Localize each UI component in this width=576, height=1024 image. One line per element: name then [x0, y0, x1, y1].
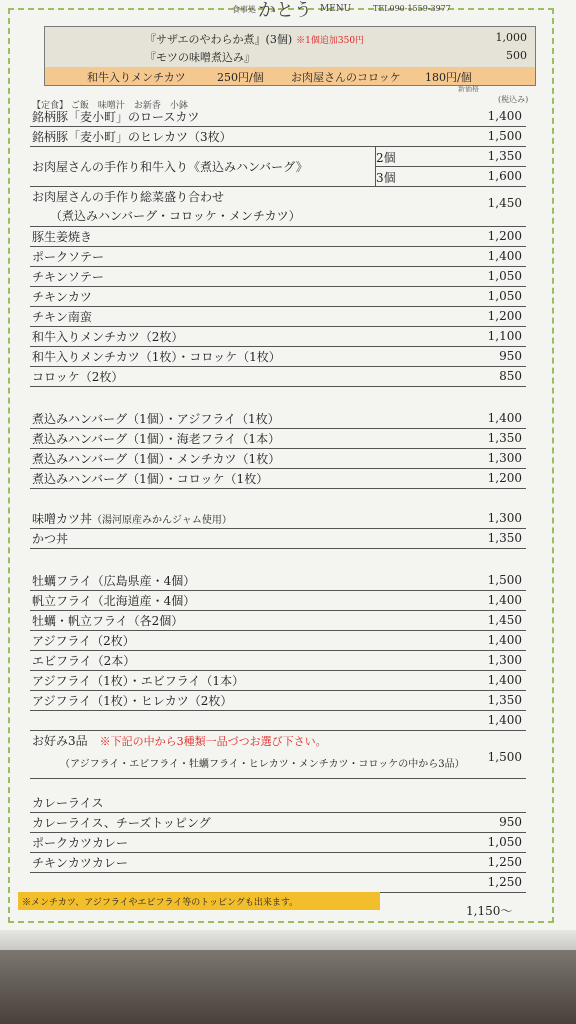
menu-item: 和牛入りメンチカツ（2枚） 1,100 — [30, 326, 526, 347]
menu-item: 牡蠣フライ（広島県産・4個） 1,500 — [30, 570, 526, 591]
special-band — [45, 67, 535, 85]
special-price-2: 500 — [506, 49, 527, 62]
special-item-2: 『モツの味噌煮込み』 — [145, 51, 255, 64]
special-item-3: 和牛入りメンチカツ — [87, 71, 186, 84]
shop-logo: かとう — [258, 0, 312, 21]
menu-variant: 2個 1,350 — [376, 146, 526, 167]
menu-item: 1,250 — [30, 872, 526, 893]
menu-item: 味噌カツ丼（湯河原産みかんジャム使用） 1,300 — [30, 508, 526, 529]
menu-item: 煮込みハンバーグ（1個）・コロッケ（1枚） 1,200 — [30, 468, 526, 489]
menu-item: 帆立フライ（北海道産・4個） 1,400 — [30, 590, 526, 611]
menu-item: カレーライス — [30, 792, 526, 813]
special-price-4: 180円/個 — [425, 71, 472, 84]
menu-item: かつ丼 1,350 — [30, 528, 526, 549]
menu-item: 1,400 — [30, 710, 526, 731]
special-price-3: 250円/個 — [217, 71, 264, 84]
phone-number: TEL090-1559-3977 — [373, 4, 451, 13]
menu-item: チキン南蛮 1,200 — [30, 306, 526, 327]
tax-included: (税込み) — [498, 95, 529, 104]
menu-item: カレーライス、チーズトッピング 950 — [30, 812, 526, 833]
menu-item: アジフライ（1枚）・エビフライ（1本） 1,400 — [30, 670, 526, 691]
new-price-note: 新価格 — [458, 85, 479, 93]
menu-item: チキンカツ 1,050 — [30, 286, 526, 307]
special-price-1: 1,000 — [495, 31, 527, 44]
menu-item: 煮込みハンバーグ（1個）・海老フライ（1本） 1,350 — [30, 428, 526, 449]
menu-item: 豚生姜焼き 1,200 — [30, 226, 526, 247]
menu-item: 銘柄豚「麦小町」のロースカツ 1,400 — [30, 106, 526, 127]
menu-item: 牡蠣・帆立フライ（各2個） 1,450 — [30, 610, 526, 631]
menu-item: 煮込みハンバーグ（1個）・アジフライ（1枚） 1,400 — [30, 408, 526, 429]
topping-note: ※メンチカツ、アジフライやエビフライ等のトッピングも出来ます。 — [18, 892, 380, 910]
shop-subtitle: 食事処 — [232, 5, 256, 14]
menu-item: エビフライ（2本） 1,300 — [30, 650, 526, 671]
plastic-edge — [0, 930, 576, 950]
special-box — [44, 26, 536, 86]
menu-variant: 3個 1,600 — [376, 166, 526, 187]
menu-item: お肉屋さんの手作り和牛入り《煮込みハンバーグ》 — [30, 146, 526, 187]
special-note: ※1個追加350円 — [296, 36, 365, 46]
special-item-4: お肉屋さんのコロッケ — [291, 71, 401, 84]
menu-item: ポークソテー 1,400 — [30, 246, 526, 267]
menu-item: 和牛入りメンチカツ（1枚）・コロッケ（1枚） 950 — [30, 346, 526, 367]
menu-item: チキンカツカレー 1,250 — [30, 852, 526, 873]
menu-item: アジフライ（1枚）・ヒレカツ（2枚） 1,350 — [30, 690, 526, 711]
menu-label: MENU — [320, 4, 352, 14]
teishoku-header: 【定食】 ご飯 味噌汁 お新香 小鉢 — [32, 101, 188, 111]
menu-item: 煮込みハンバーグ（1個）・メンチカツ（1枚） 1,300 — [30, 448, 526, 469]
special-item-1: 『サザエのやわらか煮』(3個) ※1個追加350円 — [145, 33, 365, 46]
menu-item: チキンソテー 1,050 — [30, 266, 526, 287]
menu-item: コロッケ（2枚） 850 — [30, 366, 526, 387]
menu-item: お好み3品 ※下記の中から3種類一品づつお選び下さい。 （アジフライ・エビフライ・牡蠣フライ・ヒレカツ・メンチカツ・コロッケの中から3品） 1,500 — [30, 730, 526, 779]
desk-surface — [0, 950, 576, 1024]
topping-price: 1,150〜 — [466, 904, 513, 918]
menu-item: ポークカツカレー 1,050 — [30, 832, 526, 853]
menu-item: アジフライ（2枚） 1,400 — [30, 630, 526, 651]
menu-item: 銘柄豚「麦小町」のヒレカツ（3枚） 1,500 — [30, 126, 526, 147]
menu-item: お肉屋さんの手作り総菜盛り合わせ （煮込みハンバーグ・コロッケ・メンチカツ） 1,450 — [30, 186, 526, 227]
